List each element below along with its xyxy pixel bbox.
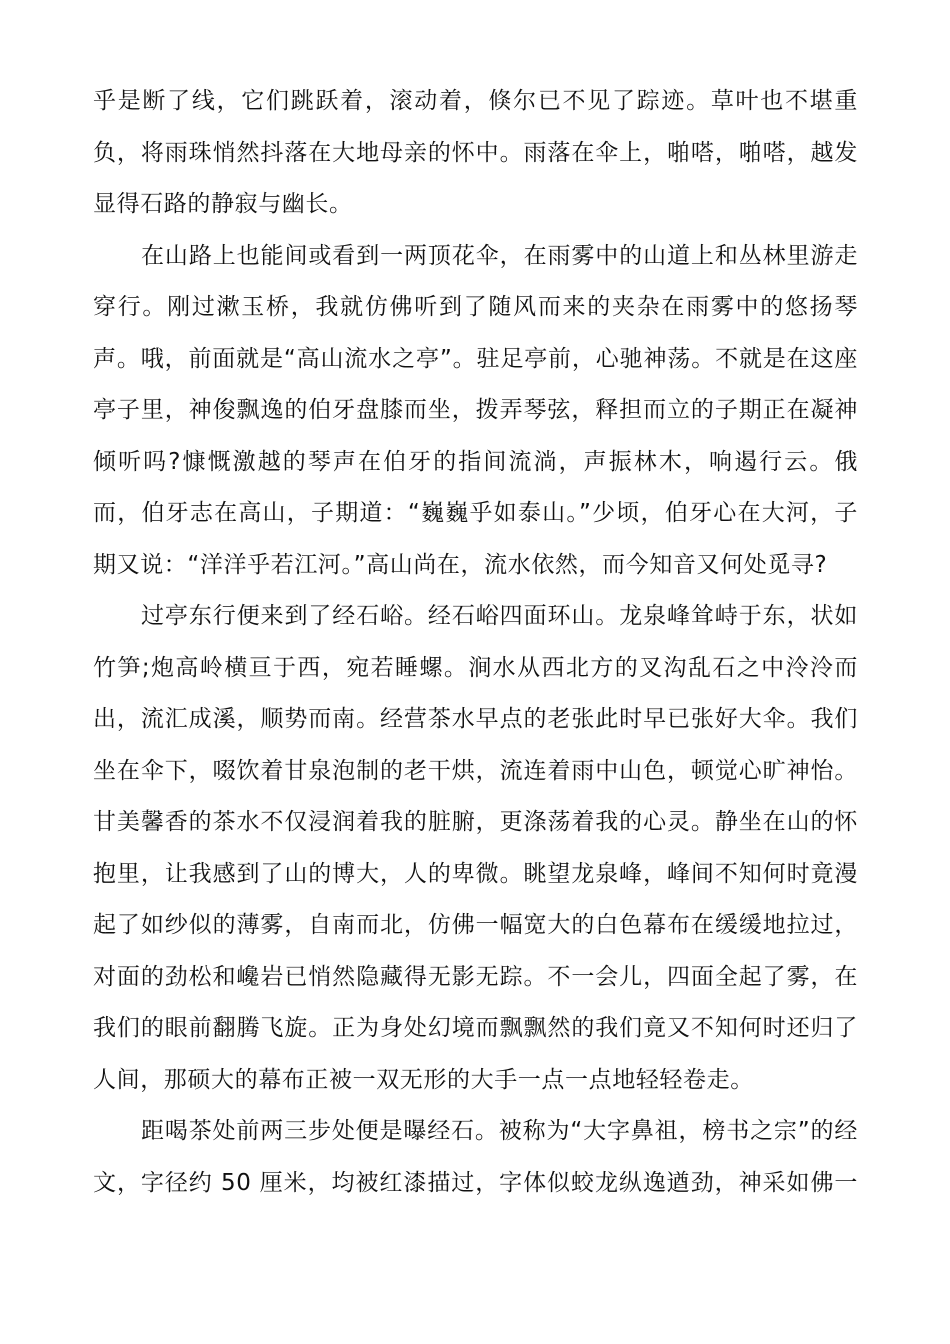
text-line: 竹笋;炮高岭横亘于西，宛若睡螺。涧水从西北方的叉沟乱石之中泠泠而	[93, 654, 858, 681]
text-line: 文，字径约 50 厘米，均被红漆描过，字体似蛟龙纵逸遒劲，神采如佛一	[93, 1169, 858, 1196]
text-line: 甘美馨香的茶水不仅浸润着我的脏腑，更涤荡着我的心灵。静坐在山的怀	[93, 809, 858, 835]
text-line: 声。哦，前面就是“高山流水之亭”。驻足亭前，心驰神荡。不就是在这座	[93, 345, 858, 372]
text-line: 对面的劲松和巉岩已悄然隐藏得无影无踪。不一会儿，四面全起了雾，在	[93, 963, 858, 990]
text-line: 抱里，让我感到了山的博大，人的卑微。眺望龙泉峰，峰间不知何时竟漫	[93, 860, 858, 887]
body-text	[93, 76, 858, 1209]
text-line: 穿行。刚过漱玉桥，我就仿佛听到了随风而来的夹杂在雨雾中的悠扬琴	[93, 294, 858, 320]
text-line: 而，伯牙志在高山，子期道：“巍巍乎如泰山。”少顷，伯牙心在大河，子	[93, 500, 858, 526]
text-line: 亭子里，神俊飘逸的伯牙盘膝而坐，拨弄琴弦，释担而立的子期正在凝神	[93, 397, 858, 423]
text-line: 人间，那硕大的幕布正被一双无形的大手一点一点地轻轻卷走。	[93, 1066, 754, 1093]
text-line: 倾听吗?慷慨激越的琴声在伯牙的指间流淌，声振林木，响遏行云。俄	[93, 448, 858, 475]
text-line: 距喝茶处前两三步处便是曝经石。被称为“大字鼻祖，榜书之宗”的经	[141, 1118, 858, 1144]
text-line: 负，将雨珠悄然抖落在大地母亲的怀中。雨落在伞上，啪嗒，啪嗒，越发	[93, 139, 858, 166]
text-line: 我们的眼前翻腾飞旋。正为身处幻境而飘飘然的我们竟又不知何时还归了	[93, 1015, 858, 1041]
text-line: 显得石路的静寂与幽长。	[93, 191, 353, 217]
text-line: 过亭东行便来到了经石峪。经石峪四面环山。龙泉峰耸峙于东，状如	[141, 603, 858, 629]
text-line: 坐在伞下，啜饮着甘泉泡制的老干烘，流连着雨中山色，顿觉心旷神怡。	[93, 757, 858, 784]
text-line: 期又说：“洋洋乎若江河。”高山尚在，流水依然，而今知音又何处觅寻?	[93, 551, 828, 578]
text-line: 起了如纱似的薄雾，自南而北，仿佛一幅宽大的白色幕布在缓缓地拉过，	[93, 912, 858, 938]
text-line: 乎是断了线，它们跳跃着，滚动着，倏尔已不见了踪迹。草叶也不堪重	[93, 88, 858, 114]
text-line: 在山路上也能间或看到一两顶花伞，在雨雾中的山道上和丛林里游走	[141, 242, 858, 269]
text-line: 出，流汇成溪，顺势而南。经营茶水早点的老张此时早已张好大伞。我们	[93, 706, 858, 732]
